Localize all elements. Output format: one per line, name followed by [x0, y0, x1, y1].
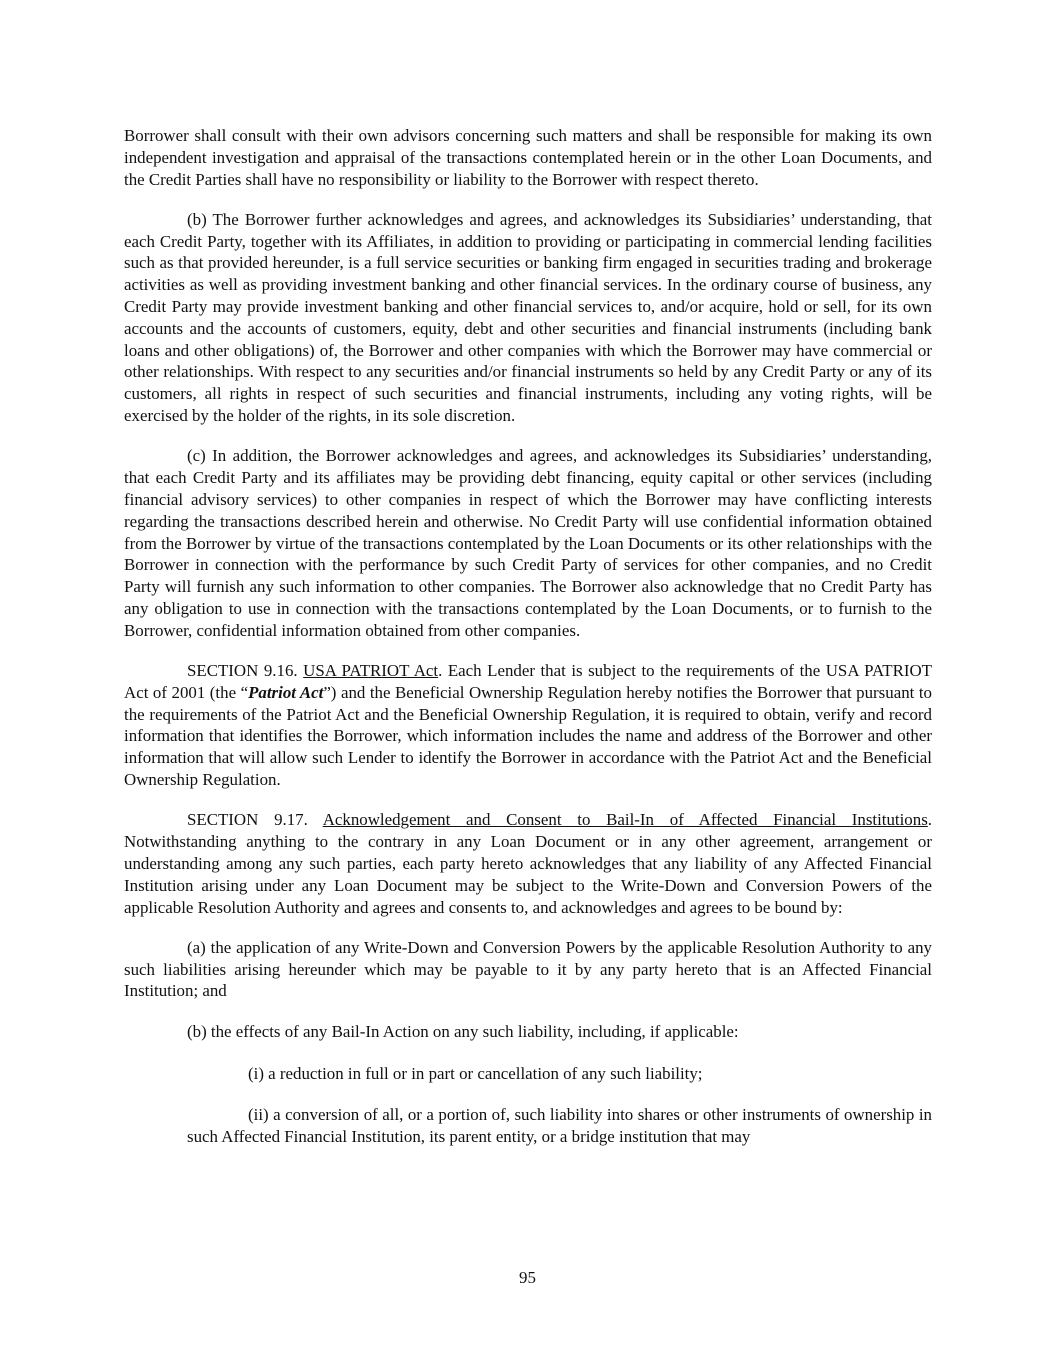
section-title: USA PATRIOT Act	[303, 661, 439, 681]
paragraph-b: (b) The Borrower further acknowledges and agrees, and acknowledges its Subsidiaries’ understanding, that each Credit Party, together with its Affiliates, in addition to providing or participating in commercial lending facilities such as that provided hereunder, is a full service securities or banking firm engaged in securities trading and brokerage activities as well as providing investment banking and other financial services. In the ordinary course of business, any Credit Party may provide investment banking and other financial services to, and/or acquire, hold or sell, for its own accounts and the accounts of customers, equity, debt and other securities and financial instruments (including bank loans and other obligations) of, the Borrower and other companies with which the Borrower may have commercial or other relationships. With respect to any securities and/or financial instruments so held by any Credit Party or any of its customers, all rights in respect of such securities and financial instruments, including any voting rights, will be exercised by the holder of the rights, in its sole discretion.	[124, 209, 932, 426]
defined-term: Patriot Act	[248, 682, 324, 702]
section-text: . Notwithstanding anything to the contrary in any Loan Document or in any other agreement, arrangement or understanding among any such parties, each party hereto acknowledges that any liability of any Affected Financial Institution arising under any Loan Document may be subject to the Write-Down and Conversion Powers of the applicable Resolution Authority and agrees and consents to, and acknowledges and agrees to be bound by:	[124, 810, 933, 917]
section-number: SECTION 9.17.	[187, 810, 308, 830]
section-9-16	[124, 660, 932, 791]
section-9-17	[124, 809, 932, 918]
section-number: SECTION 9.16.	[187, 661, 298, 681]
paragraph-917-b-ii: (ii) a conversion of all, or a portion of, such liability into shares or other instruments of ownership in such Affected Financial Institution, its parent entity, or a bridge institution that may	[187, 1104, 932, 1146]
section-text: ”) and the Beneficial Ownership Regulation hereby notifies the Borrower that pursuant to the requirements of the Patriot Act and the Beneficial Ownership Regulation, it is required to obtain, verify and record information that identifies the Borrower, which information includes the name and address of the Borrower and other information that will allow such Lender to identify the Borrower in accordance with the Patriot Act and the Beneficial Ownership Regulation.	[124, 682, 932, 790]
section-title: Acknowledgement and Consent to Bail-In of Affected Financial Institutions	[322, 810, 928, 830]
paragraph-917-b-i: (i) a reduction in full or in part or cancellation of any such liability;	[248, 1064, 703, 1084]
page-number: 95	[519, 1268, 536, 1287]
paragraph-continuation: Borrower shall consult with their own advisors concerning such matters and shall be responsible for making its own independent investigation and appraisal of the transactions contemplated herein or in the other Loan Documents, and the Credit Parties shall have no responsibility or liability to the Borrower with respect thereto.	[124, 126, 932, 189]
paragraph-c: (c) In addition, the Borrower acknowledges and agrees, and acknowledges its Subsidiaries’ understanding, that each Credit Party and its affiliates may be providing debt financing, equity capital or other services (including financial advisory services) to other companies in respect of which the Borrower may have conflicting interests regarding the transactions described herein and otherwise. No Credit Party will use confidential information obtained from the Borrower by virtue of the transactions contemplated by the Loan Documents or its other relationships with the Borrower in connection with the performance by such Credit Party of services for other companies, and no Credit Party will furnish any such information to other companies. The Borrower also acknowledge that no Credit Party has any obligation to use in connection with the transactions contemplated by the Loan Documents, or to furnish to the Borrower, confidential information obtained from other companies.	[124, 446, 932, 640]
document-page	[124, 125, 932, 1166]
paragraph-917-b: (b) the effects of any Bail-In Action on any such liability, including, if applicable:	[187, 1021, 739, 1041]
paragraph-917-a: (a) the application of any Write-Down and Conversion Powers by the applicable Resolution Authority to any such liabilities arising hereunder which may be payable to it by any party hereto that is an Affected Financial Institution; and	[124, 937, 932, 1001]
section-text: . Each Lender that is subject to the requirements of the USA PATRIOT Act of 2001 (the “	[124, 661, 932, 702]
